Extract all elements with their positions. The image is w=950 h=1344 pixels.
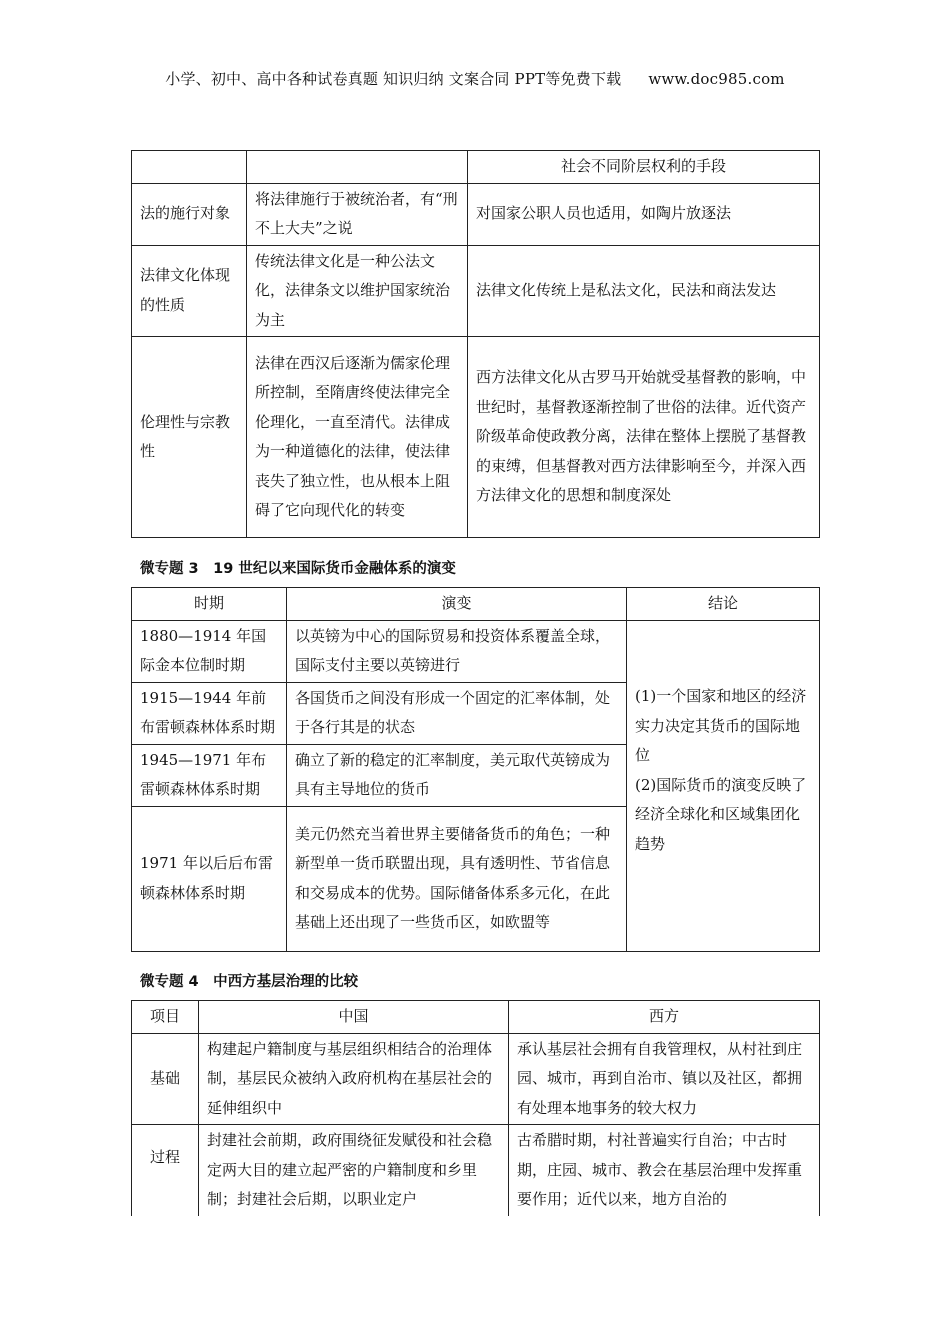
table-header-row (132, 1001, 820, 1034)
table-row (132, 183, 820, 245)
period-cell: 1880—1914 年国际金本位制时期 (132, 620, 287, 682)
west-cell: 承认基层社会拥有自我管理权，从村社到庄园、城市，再到自治市、镇以及社区，都拥有处理本地事务的较大权力 (509, 1033, 820, 1125)
west-cell: 西方法律文化从古罗马开始就受基督教的影响，中世纪时，基督教逐渐控制了世俗的法律。近代资产阶级革命使政教分离，法律在整体上摆脱了基督教的束缚，但基督教对西方法律影响至今，并深入西方法律文化的思想和制度深处 (468, 337, 820, 538)
section-3-title: 微专题 3 19 世纪以来国际货币金融体系的演变 (140, 561, 456, 577)
law-comparison-table (131, 150, 820, 538)
evolution-cell: 确立了新的稳定的汇率制度，美元取代英镑成为具有主导地位的货币 (287, 744, 627, 806)
table-header-row (132, 588, 820, 621)
section-4-title: 微专题 4 中西方基层治理的比较 (140, 974, 359, 990)
header-cell: 演变 (287, 588, 627, 621)
row-label: 法的施行对象 (132, 183, 247, 245)
header-text: 小学、初中、高中各种试卷真题 知识归纳 文案合同 PPT等免费下载 (165, 70, 622, 88)
china-cell: 法律在西汉后逐渐为儒家伦理所控制，至隋唐终使法律完全伦理化，一直至清代。法律成为一种道德化的法律，使法律丧失了独立性，也从根本上阻碍了它向现代化的转变 (247, 337, 468, 538)
table-row (132, 337, 820, 538)
west-cell: 对国家公职人员也适用，如陶片放逐法 (468, 183, 820, 245)
header-cell (247, 151, 468, 184)
page-header (0, 68, 950, 89)
header-url[interactable]: www.doc985.com (648, 70, 785, 88)
conclusion-1: (1)一个国家和地区的经济实力决定其货币的国际地位 (635, 687, 807, 764)
evolution-cell: 美元仍然充当着世界主要储备货币的角色；一种新型单一货币联盟出现，具有透明性、节省信息和交易成本的优势。国际储备体系多元化，在此基础上还出现了一些货币区，如欧盟等 (287, 806, 627, 951)
governance-comparison-table (131, 1000, 820, 1216)
header-cell: 西方 (509, 1001, 820, 1034)
header-cell (132, 151, 247, 184)
evolution-cell: 以英镑为中心的国际贸易和投资体系覆盖全球，国际支付主要以英镑进行 (287, 620, 627, 682)
header-cell: 社会不同阶层权利的手段 (468, 151, 820, 184)
row-label: 基础 (132, 1033, 199, 1125)
west-cell: 法律文化传统上是私法文化，民法和商法发达 (468, 245, 820, 337)
conclusion-cell (627, 620, 820, 951)
west-cell: 古希腊时期，村社普遍实行自治；中古时期，庄园、城市、教会在基层治理中发挥重要作用；近代以来，地方自治的 (509, 1125, 820, 1216)
table-header-row (132, 151, 820, 184)
header-cell: 时期 (132, 588, 287, 621)
row-label: 过程 (132, 1125, 199, 1216)
period-cell: 1971 年以后后布雷顿森林体系时期 (132, 806, 287, 951)
table-row (132, 1033, 820, 1125)
table-row (132, 1125, 820, 1216)
china-cell: 封建社会前期，政府围绕征发赋役和社会稳定两大目的建立起严密的户籍制度和乡里制；封建社会后期，以职业定户 (199, 1125, 509, 1216)
table-row (132, 245, 820, 337)
row-label: 法律文化体现的性质 (132, 245, 247, 337)
header-cell: 中国 (199, 1001, 509, 1034)
period-cell: 1915—1944 年前布雷顿森林体系时期 (132, 682, 287, 744)
row-label: 伦理性与宗教性 (132, 337, 247, 538)
header-cell: 项目 (132, 1001, 199, 1034)
china-cell: 构建起户籍制度与基层组织相结合的治理体制，基层民众被纳入政府机构在基层社会的延伸组织中 (199, 1033, 509, 1125)
china-cell: 将法律施行于被统治者，有“刑不上大夫”之说 (247, 183, 468, 245)
currency-system-table (131, 587, 820, 952)
china-cell: 传统法律文化是一种公法文化，法律条文以维护国家统治为主 (247, 245, 468, 337)
conclusion-2: (2)国际货币的演变反映了经济全球化和区域集团化趋势 (635, 775, 807, 853)
period-cell: 1945—1971 年布雷顿森林体系时期 (132, 744, 287, 806)
header-cell: 结论 (627, 588, 820, 621)
evolution-cell: 各国货币之间没有形成一个固定的汇率体制，处于各行其是的状态 (287, 682, 627, 744)
table-row (132, 620, 820, 682)
